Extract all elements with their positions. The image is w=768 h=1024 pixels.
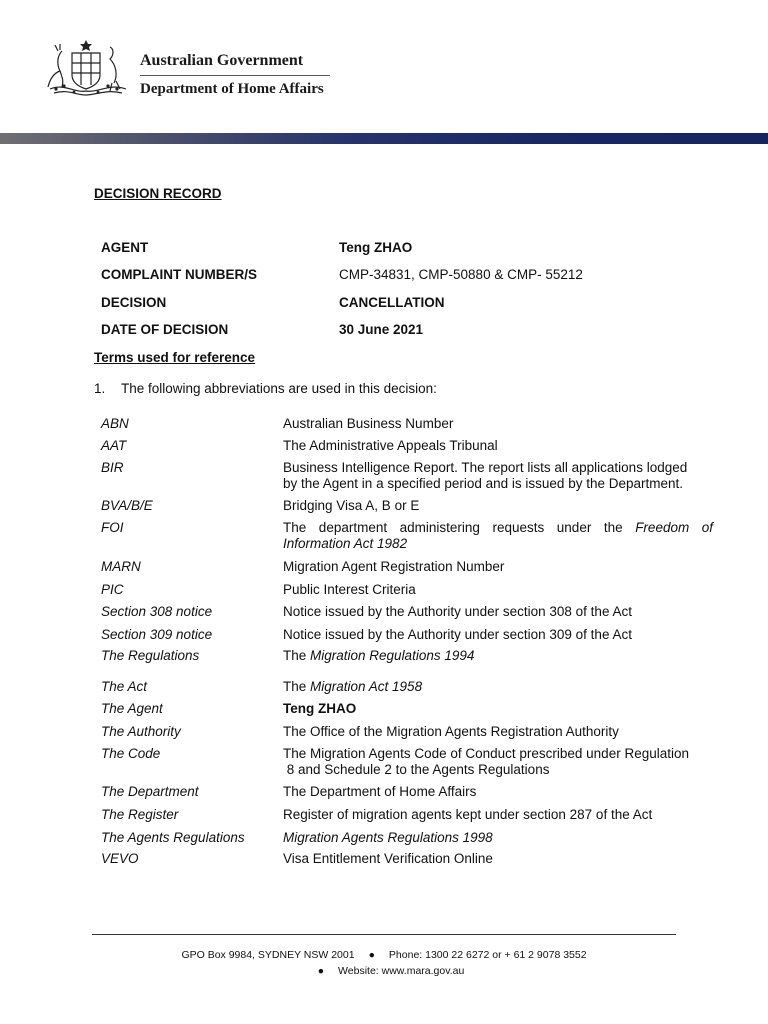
footer-website-line [0,965,768,977]
abbreviation-definition [283,679,713,695]
abbreviation-definition [283,746,713,778]
abbreviation-term: ABN [101,416,129,431]
abbreviation-term: Section 308 notice [101,604,213,619]
abbreviation-definition [283,701,713,717]
definition-line: The Migration Agents Code of Conduct prescribed under Regulation [283,746,689,761]
abbreviation-term: The Regulations [101,648,200,663]
decision-label: DECISION [101,295,167,310]
abbreviation-definition: The Office of the Migration Agents Registration Authority [283,724,619,739]
footer-website[interactable]: Website: www.mara.gov.au [338,965,465,977]
abbreviation-term: BIR [101,460,124,475]
footer-divider [92,934,676,935]
abbreviation-term: The Register [101,807,179,822]
act-title-text: Migration Regulations 1994 [310,648,475,663]
complaint-number-label: COMPLAINT NUMBER/S [101,267,257,282]
abbreviation-term: PIC [101,582,124,597]
decision-value: CANCELLATION [339,295,445,310]
footer-phone: Phone: 1300 22 6272 or + 61 2 9078 3552 [388,949,587,961]
abbreviation-term: The Agents Regulations [101,830,245,845]
abbreviation-definition [283,830,713,846]
abbreviation-definition: The Department of Home Affairs [283,784,477,799]
bullet-separator: ● [317,965,325,977]
abbreviation-definition [283,520,713,552]
abbreviation-definition: Public Interest Criteria [283,582,416,597]
abbreviation-term: FOI [101,520,124,535]
agent-name-text: Teng ZHAO [283,701,357,716]
abbreviation-term: The Agent [101,701,163,716]
footer-address: GPO Box 9984, SYDNEY NSW 2001 [181,949,355,961]
header-divider [140,75,330,76]
abbreviation-definition [283,648,713,664]
definition-text: The [283,679,311,694]
date-of-decision-value: 30 June 2021 [339,322,424,337]
abbreviation-definition: Visa Entitlement Verification Online [283,851,493,866]
date-of-decision-label: DATE OF DECISION [101,322,229,337]
definition-text: The [283,648,311,663]
abbreviation-term: BVA/B/E [101,498,153,513]
footer-contact-line [0,949,768,961]
document-heading: DECISION RECORD [94,186,222,201]
agent-value: Teng ZHAO [339,240,413,255]
abbreviation-definition: Migration Agent Registration Number [283,559,505,574]
definition-line: by the Agent in a specified period and is issued by the Department. [283,476,683,491]
abbreviation-definition: Australian Business Number [283,416,454,431]
bullet-separator: ● [368,949,375,961]
abbreviation-term: The Act [101,679,148,694]
definition-line [283,520,713,536]
abbreviation-definition: Register of migration agents kept under section 287 of the Act [283,807,653,822]
paragraph-text: The following abbreviations are used in this decision: [121,381,437,396]
definition-line: Information Act 1982 [283,536,408,551]
government-title: Australian Government [140,52,304,69]
paragraph-number: 1. [94,381,106,396]
agent-label: AGENT [101,240,149,255]
abbreviation-term: AAT [101,438,127,453]
abbreviation-definition [283,460,713,492]
abbreviation-definition: Notice issued by the Authority under section 308 of the Act [283,604,632,619]
act-title-text: Migration Act 1958 [310,679,423,694]
definition-line: 8 and Schedule 2 to the Agents Regulations [283,762,550,777]
department-title: Department of Home Affairs [140,81,324,97]
abbreviation-definition: The Administrative Appeals Tribunal [283,438,498,453]
commonwealth-coat-of-arms-logo [44,37,130,97]
abbreviation-term: The Authority [101,724,181,739]
definition-line: Business Intelligence Report. The report lists all applications lodged [283,460,688,475]
abbreviation-term: Section 309 notice [101,627,213,642]
abbreviation-term: VEVO [101,851,139,866]
abbreviation-definition: Notice issued by the Authority under section 309 of the Act [283,627,632,642]
abbreviation-term: The Department [101,784,199,799]
complaint-number-value: CMP-34831, CMP-50880 & CMP- 55212 [339,267,583,282]
definition-text: The department administering requests under the [283,520,636,535]
abbreviation-term: MARN [101,559,141,574]
abbreviation-definition: Bridging Visa A, B or E [283,498,420,513]
terms-heading: Terms used for reference [94,350,256,365]
abbreviation-term: The Code [101,746,161,761]
act-title-text: Freedom of [635,520,714,535]
act-title-text: Migration Agents Regulations 1998 [283,830,493,845]
header-color-band [0,133,768,144]
